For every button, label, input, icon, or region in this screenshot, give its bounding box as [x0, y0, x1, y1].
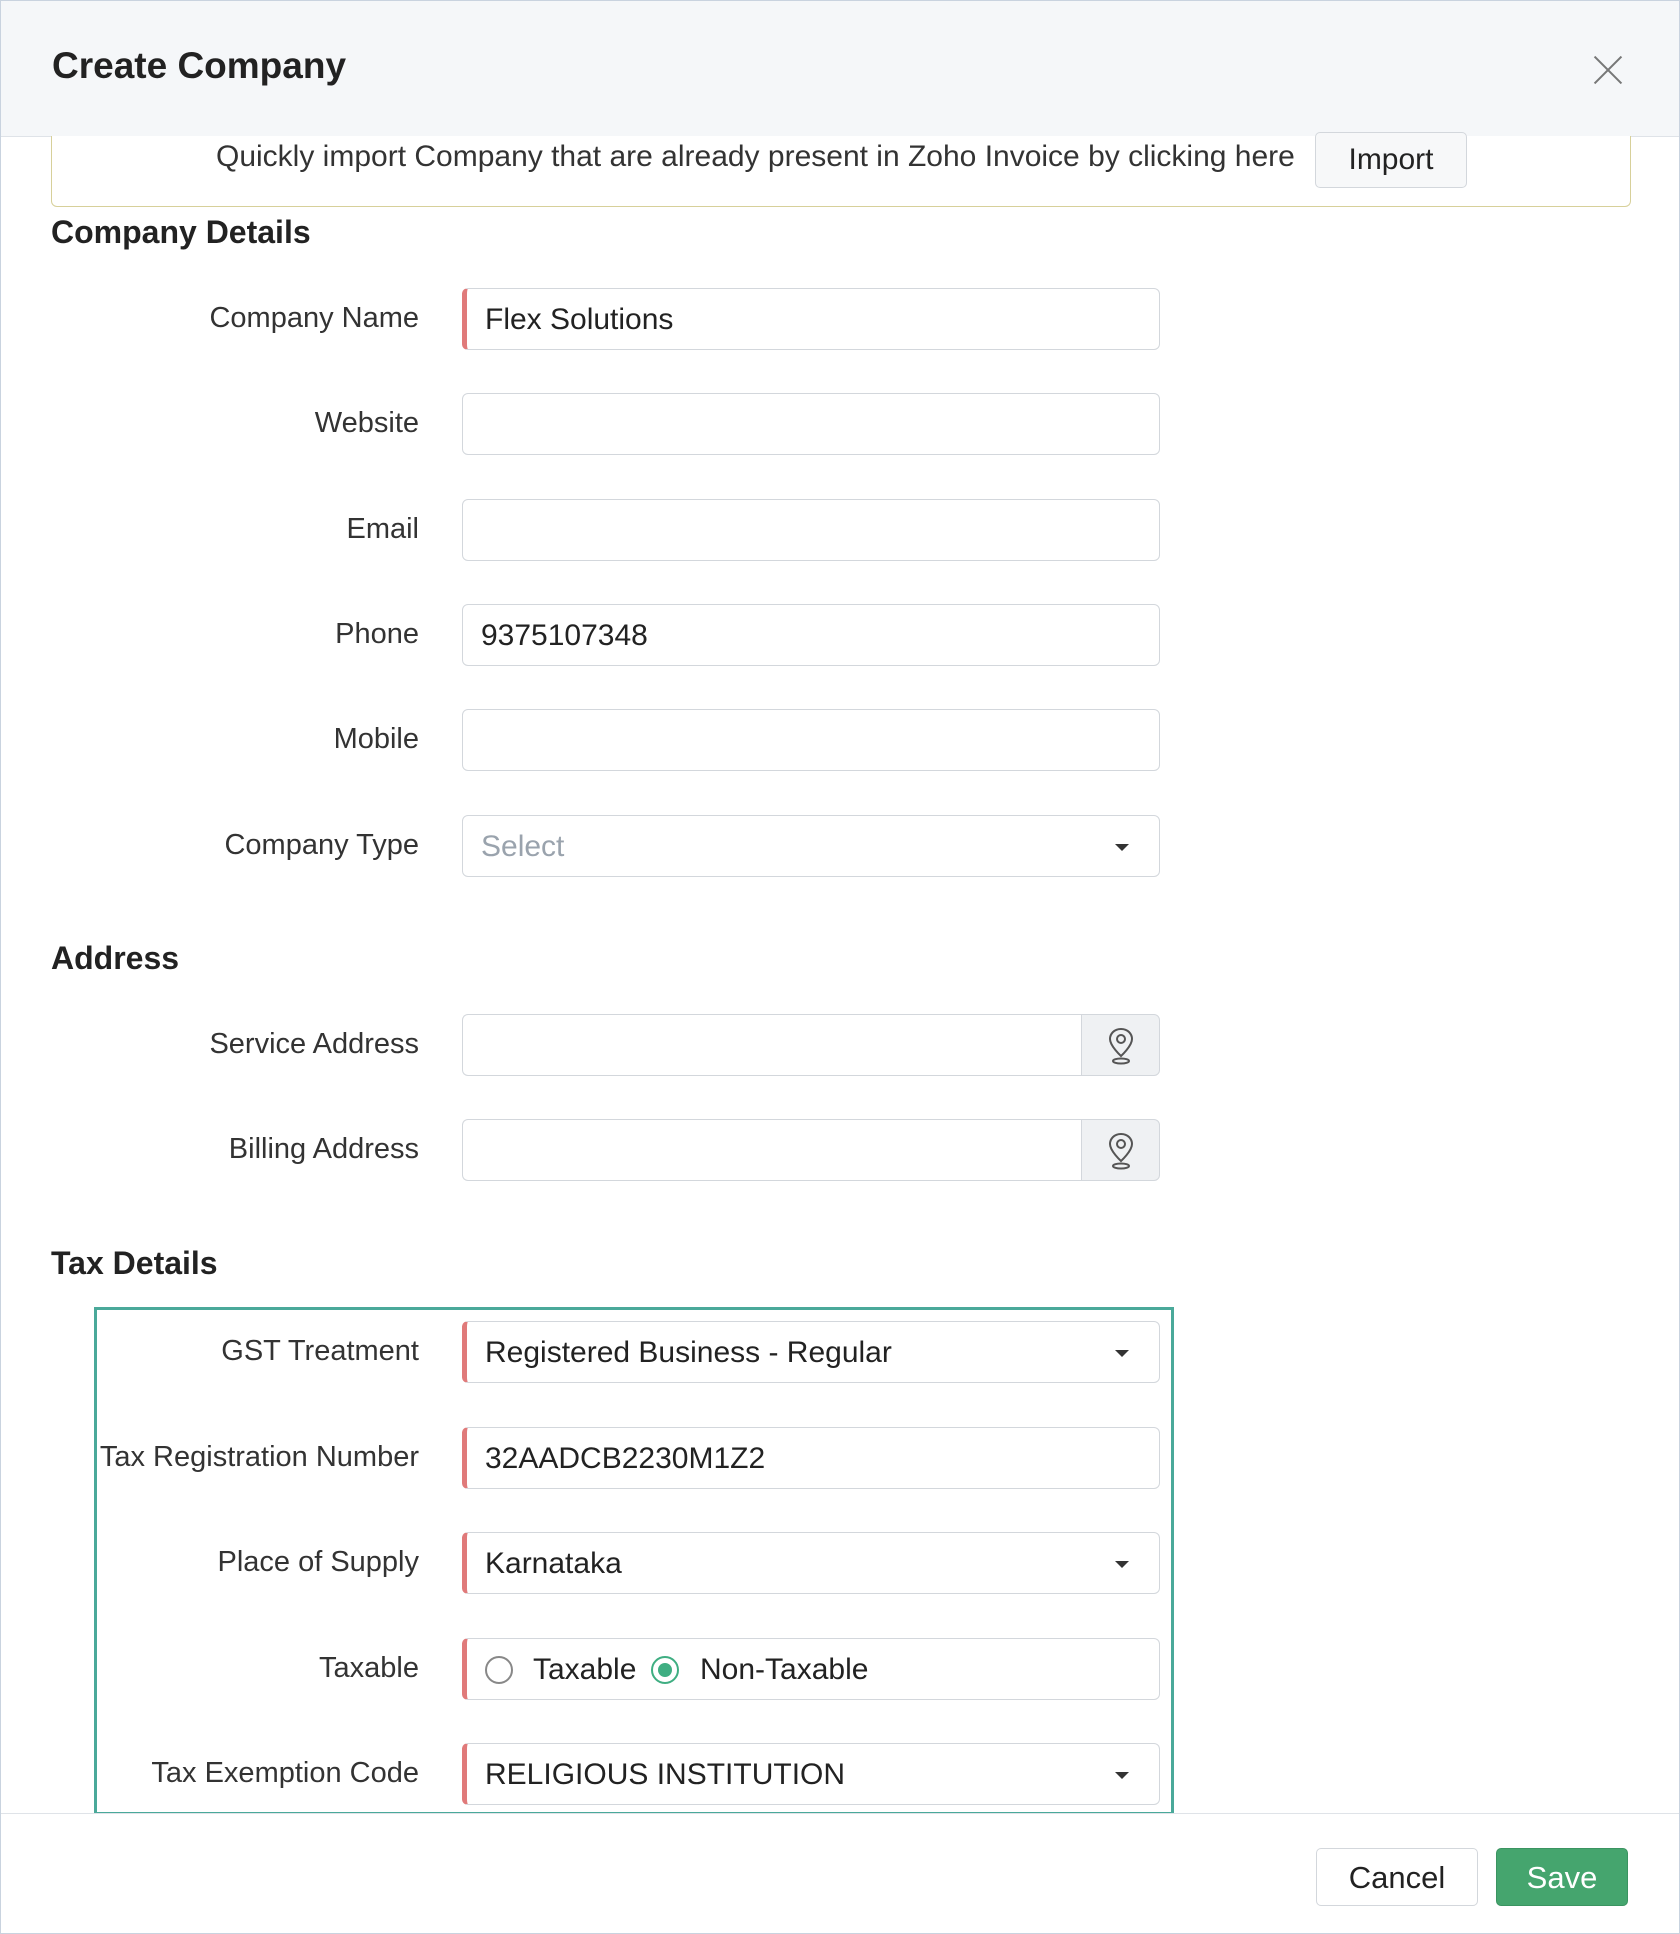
location-pin-icon [1106, 1026, 1136, 1066]
company-name-input[interactable] [462, 288, 1160, 350]
chevron-down-icon [1115, 1350, 1129, 1357]
place-of-supply-label: Place of Supply [217, 1546, 419, 1578]
import-message: Quickly import Company that are already present in Zoho Invoice by clicking here [216, 140, 1295, 173]
chevron-down-icon [1115, 1772, 1129, 1779]
company-details-heading: Company Details [51, 214, 311, 250]
location-pin-icon [1106, 1131, 1136, 1171]
tax-details-heading: Tax Details [51, 1245, 218, 1281]
email-label: Email [346, 513, 419, 545]
cancel-button[interactable]: Cancel [1316, 1848, 1478, 1906]
tax-exemption-code-select[interactable] [462, 1743, 1160, 1805]
save-button[interactable]: Save [1496, 1848, 1628, 1906]
mobile-input[interactable] [462, 709, 1160, 771]
service-address-label: Service Address [209, 1028, 419, 1060]
company-type-label: Company Type [224, 829, 419, 861]
billing-address-location-button[interactable] [1081, 1119, 1160, 1181]
taxable-radio-label: Taxable [533, 1653, 637, 1686]
service-address-input[interactable] [462, 1014, 1082, 1076]
tax-exemption-code-value: RELIGIOUS INSTITUTION [485, 1758, 846, 1791]
dialog-title: Create Company [52, 45, 347, 86]
non-taxable-radio-label: Non-Taxable [700, 1653, 869, 1686]
phone-value: 9375107348 [481, 619, 648, 652]
service-address-location-button[interactable] [1081, 1014, 1160, 1076]
import-banner [51, 136, 1631, 207]
taxable-radio[interactable] [485, 1656, 513, 1684]
website-label: Website [314, 407, 419, 439]
company-type-select[interactable] [462, 815, 1160, 877]
tax-exemption-code-label: Tax Exemption Code [151, 1757, 419, 1789]
gst-treatment-label: GST Treatment [221, 1335, 419, 1367]
company-type-placeholder: Select [481, 830, 565, 863]
dialog-header [1, 1, 1679, 137]
non-taxable-radio[interactable] [651, 1656, 679, 1684]
gst-treatment-select[interactable] [462, 1321, 1160, 1383]
close-icon[interactable] [1593, 55, 1623, 85]
tax-registration-number-label: Tax Registration Number [99, 1441, 419, 1473]
chevron-down-icon [1115, 844, 1129, 851]
company-name-label: Company Name [209, 302, 419, 334]
place-of-supply-select[interactable] [462, 1532, 1160, 1594]
tax-registration-number-value: 32AADCB2230M1Z2 [485, 1442, 766, 1475]
website-input[interactable] [462, 393, 1160, 455]
taxable-label: Taxable [319, 1652, 419, 1684]
address-heading: Address [51, 940, 180, 976]
phone-label: Phone [335, 618, 419, 650]
import-button[interactable]: Import [1315, 132, 1467, 188]
chevron-down-icon [1115, 1561, 1129, 1568]
company-name-value: Flex Solutions [485, 303, 674, 336]
mobile-label: Mobile [333, 723, 419, 755]
billing-address-label: Billing Address [228, 1133, 419, 1165]
billing-address-input[interactable] [462, 1119, 1082, 1181]
place-of-supply-value: Karnataka [485, 1547, 622, 1580]
phone-input[interactable] [462, 604, 1160, 666]
taxable-radio-group [462, 1638, 1160, 1700]
tax-registration-number-input[interactable] [462, 1427, 1160, 1489]
dialog-footer [1, 1813, 1679, 1934]
email-input[interactable] [462, 499, 1160, 561]
gst-treatment-value: Registered Business - Regular [485, 1336, 892, 1369]
